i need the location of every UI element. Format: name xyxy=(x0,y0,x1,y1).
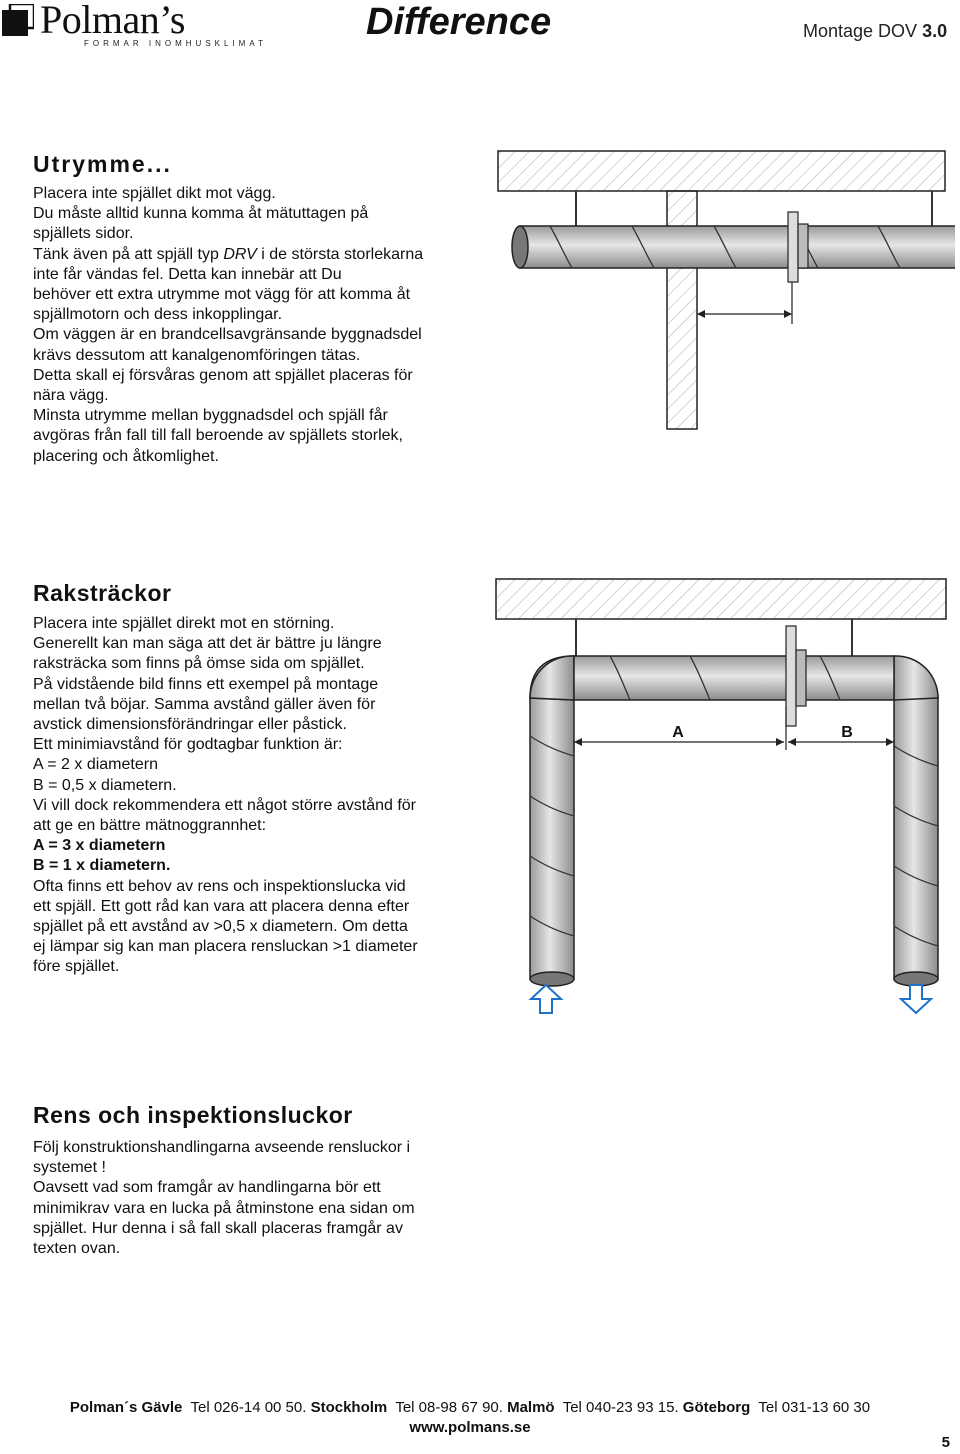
page-number: 5 xyxy=(941,1434,950,1451)
flow-up-arrow-icon xyxy=(531,985,561,1013)
text-line: Följ konstruktionshandlingarna avseende rensluckor i xyxy=(33,1139,411,1156)
utrymme-body xyxy=(33,184,483,467)
document-title: Difference xyxy=(366,1,552,43)
duct-between-bends-diagram xyxy=(490,576,955,1024)
text-line: raksträcka som finns på ömse sida om spjället. xyxy=(33,655,365,673)
document-reference xyxy=(803,21,947,42)
text-line: avstick dimensionsförändringar eller påstick. xyxy=(33,716,347,734)
text-line: Placera inte spjället direkt mot en störning. xyxy=(33,615,335,632)
text-line: Vi vill dock rekommendera ett något större avstånd för xyxy=(33,796,416,814)
text-line: före spjället. xyxy=(33,958,120,976)
heading-utrymme: Utrymme... xyxy=(33,151,172,177)
text-line: spjällmotorn och dess inkopplingar. xyxy=(33,306,283,324)
text-line: Tänk även på att spjäll typ DRV i de största storlekarna xyxy=(33,245,424,263)
text-line: B = 1 x diametern. xyxy=(33,857,171,875)
footer-phone: Tel 031-13 60 30 xyxy=(758,1399,871,1416)
rakstrackor-body xyxy=(33,614,483,978)
text-line: att ge en bättre mätnoggrannhet: xyxy=(33,817,267,835)
text-line: ej lämpar sig kan man placera rensluckan >1 diameter xyxy=(33,938,418,956)
text-line: spjället. Hur denna i så fall skall placeras framgår av xyxy=(33,1219,403,1237)
footer xyxy=(0,1398,940,1438)
footer-city: Malmö xyxy=(507,1399,555,1416)
duct xyxy=(520,226,955,268)
ceiling xyxy=(496,579,946,619)
text-line: placering och åtkomlighet. xyxy=(33,447,219,465)
damper xyxy=(786,626,796,726)
text-line: A = 3 x diametern xyxy=(33,837,166,855)
text-line: Detta skall ej försvåras genom att spjället placeras för xyxy=(33,366,413,384)
dimension-label-b: B xyxy=(841,724,853,741)
text-line: Generellt kan man säga att det är bättre ju längre xyxy=(33,635,382,653)
rens-body xyxy=(33,1138,483,1259)
footer-city: Polman´s Gävle xyxy=(69,1399,183,1416)
text-line: mellan två böjar. Samma avstånd gäller även för xyxy=(33,695,376,713)
text-line: texten ovan. xyxy=(33,1240,121,1258)
text-line: Oavsett vad som framgår av handlingarna bör ett xyxy=(33,1179,381,1197)
text-line: spjällets sidor. xyxy=(33,225,134,243)
text-line: Minsta utrymme mellan byggnadsdel och spjäll får xyxy=(33,407,388,425)
text-line: Om väggen är en brandcellsavgränsande byggnadsdel xyxy=(33,326,422,344)
heading-rens: Rens och inspektionsluckor xyxy=(33,1102,353,1128)
footer-city: Stockholm xyxy=(310,1399,388,1416)
footer-city: Göteborg xyxy=(682,1399,751,1416)
text-line: Ofta finns ett behov av rens och inspektionslucka vid xyxy=(33,877,406,895)
footer-phone: Tel 026-14 00 50. xyxy=(190,1399,307,1416)
footer-phone: Tel 040-23 93 15. xyxy=(562,1399,679,1416)
text-line: Du måste alltid kunna komma åt mätuttagen på xyxy=(33,205,369,223)
document-label: Montage DOV xyxy=(803,21,918,41)
logo-mark-icon xyxy=(2,4,34,36)
text-line: På vidstående bild finns ett exempel på montage xyxy=(33,675,379,693)
text-line: systemet ! xyxy=(33,1159,106,1177)
damper xyxy=(788,212,798,282)
brand-name: Polman’s xyxy=(40,0,185,42)
footer-contacts xyxy=(0,1398,940,1418)
text-line: spjället på ett avstånd av >0,5 x diametern. Om detta xyxy=(33,918,408,936)
footer-phone: Tel 08-98 67 90. xyxy=(395,1399,503,1416)
footer-website-link[interactable]: www.polmans.se xyxy=(409,1419,531,1436)
duct-near-wall-diagram xyxy=(490,148,955,438)
dimension-label-a: A xyxy=(672,724,684,741)
document-version: 3.0 xyxy=(922,21,948,41)
flow-down-arrow-icon xyxy=(901,985,931,1013)
text-line: behöver ett extra utrymme mot vägg för att komma åt xyxy=(33,286,411,304)
text-line: ett spjäll. Ett gott råd kan vara att placera denna efter xyxy=(33,897,410,915)
heading-rakstrackor: Raksträckor xyxy=(33,580,172,606)
ceiling xyxy=(498,151,945,191)
text-line: A = 2 x diametern xyxy=(33,756,158,774)
text-line: Ett minimiavstånd för godtagbar funktion är: xyxy=(33,736,343,754)
text-line: minimikrav vara en lucka på åtminstone ena sidan om xyxy=(33,1199,415,1217)
text-line: inte får vändas fel. Detta kan innebär att Du xyxy=(33,265,342,283)
text-line: avgöras från fall till fall beroende av spjällets storlek, xyxy=(33,427,403,445)
text-line: krävs dessutom att kanalgenomföringen tätas. xyxy=(33,346,361,364)
text-line: nära vägg. xyxy=(33,387,109,405)
text-line: B = 0,5 x diametern. xyxy=(33,776,177,794)
brand-tagline: FORMAR INOMHUSKLIMAT xyxy=(84,39,267,48)
text-line: Placera inte spjället dikt mot vägg. xyxy=(33,185,276,202)
